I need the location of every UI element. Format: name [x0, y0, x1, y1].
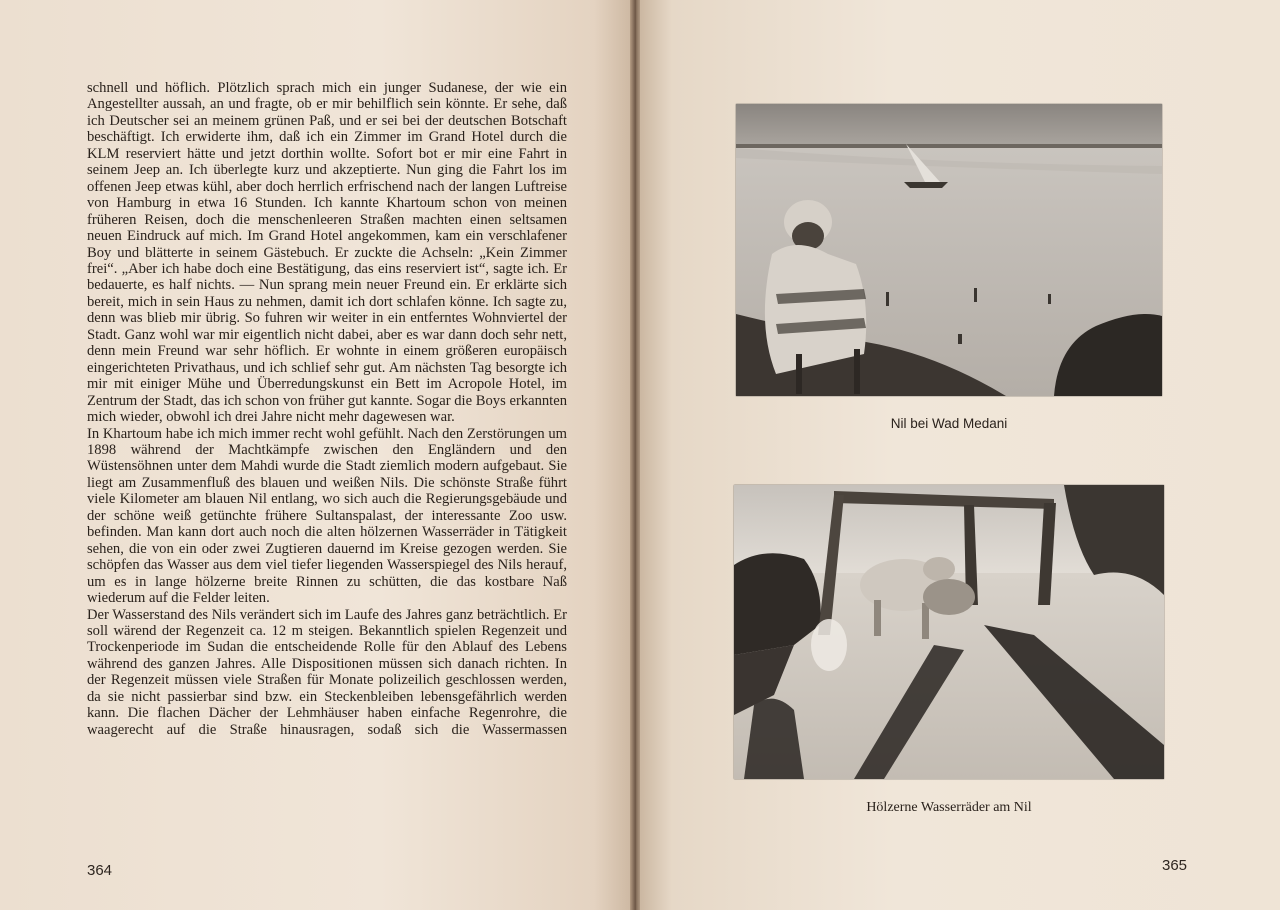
photo-2-caption: Hölzerne Wasserräder am Nil [866, 800, 1032, 815]
paragraph-2: In Khartoum habe ich mich immer recht wohl gefühlt. Nach den Zerstörungen um 1898 während der Machtkämpfe zwischen den Engländern und den Wüstensöhnen unter dem Mahdi wurde die Stadt ziemlich modern aufgebaut. Sie liegt am Zusammenfluß des blauen und weißen Nils. Die schönste Straße führt viele Kilometer am blauen Nil entlang, wo sich auch die Regierungsgebäude und der schöne weiß getünchte frühere Sultanspalast, der interessante Zoo usw. befinden. Man kann dort auch noch die alten hölzernen Wasserräder in Tätigkeit sehen, die von ein oder zwei Zugtieren dauernd im Kreise gezogen werden. Sie schöpfen das Wasser aus dem viel tiefer liegenden Wasserspiegel des Nils herauf, um es in lange hölzerne breite Rinnen zu schütten, die das kostbare Naß wiederum auf die Felder leiten. [87, 425, 567, 607]
photo-wooden-water-wheels [734, 485, 1164, 779]
left-page-number: 364 [87, 862, 113, 879]
paragraph-3: Der Wasserstand des Nils verändert sich im Laufe des Jahres ganz beträchtlich. Er soll wärend der Regenzeit ca. 12 m steigen. Bekanntlich spielen Regenzeit und Trockenperiode im Sudan die entscheidende Rolle für den Ablauf des Lebens während des ganzen Jahres. Alle Dispositionen müssen sich danach richten. In der Regenzeit müssen viele Straßen für Monate polizeilich geschlossen werden, da sie nicht passierbar sind bzw. ein Steckenbleiben lebensgefährlich werden kann. Die flachen Dächer der Lehmhäuser haben einfache Regenrohre, die waagerecht auf die Straße hinausragen, sodaß sich die Wassermassen [87, 606, 567, 738]
left-page-body-text [87, 80, 567, 738]
photo-1-caption: Nil bei Wad Medani [890, 416, 1008, 431]
paragraph-1: schnell und höflich. Plötzlich sprach mich ein junger Sudanese, der wie ein Angestellter aussah, an und fragte, ob er mir behilflich sein könnte. Er sehe, daß ich Deutscher sei an meinem grünen Paß, und er sei bei der deutschen Botschaft beschäftigt. Ich erwiderte ihm, daß ich ein Zimmer im Grand Hotel durch die KLM reserviert hätte und jetzt dorthin wollte. Sofort bot er mir eine Fahrt in seinem Jeep an. Ich überlegte kurz und akzeptierte. Nun ging die Fahrt los im offenen Jeep etwas kühl, aber doch herrlich erfrischend nach der langen Luftreise von Hamburg in etwa 16 Stunden. Ich kannte Khartoum schon von meinen früheren Reisen, doch die menschenleeren Straßen machten einen seltsamen neuen Eindruck auf mich. Im Grand Hotel angekommen, kam ein verschlafener Boy und blätterte in seinem Gästebuch. Er zuckte die Achseln: „Kein Zimmer frei“. „Aber ich habe doch eine Bestätigung, das eins reserviert ist“, sagte ich. Er bedauerte, es half nichts. — Nun sprang mein neuer Freund ein. Er erklärte sich bereit, mich in sein Haus zu nehmen, damit ich dort schlafen könne. Ich sagte zu, denn was blieb mir übrig. So fuhren wir weiter in ein entferntes Wohnviertel der Stadt. Ganz wohl war mir eigentlich nicht dabei, aber es war dann doch sehr nett, denn mein Freund war sehr höflich. Er wohnte in einem größeren europäisch eingerichteten Privathaus, und ich schlief sehr gut. Am nächsten Tag besorgte ich mir mit einiger Mühe und Überredungskunst ein Bett im Acropole Hotel, im Zentrum der Stadt, das ich schon von früher gut kannte. Sogar die Boys erkannten mich wieder, obwohl ich drei Jahre nicht mehr dagewesen war. [87, 80, 567, 426]
right-page-number: 365 [1162, 857, 1188, 874]
left-page [0, 0, 632, 910]
photo-nile-wad-medani [736, 104, 1162, 396]
